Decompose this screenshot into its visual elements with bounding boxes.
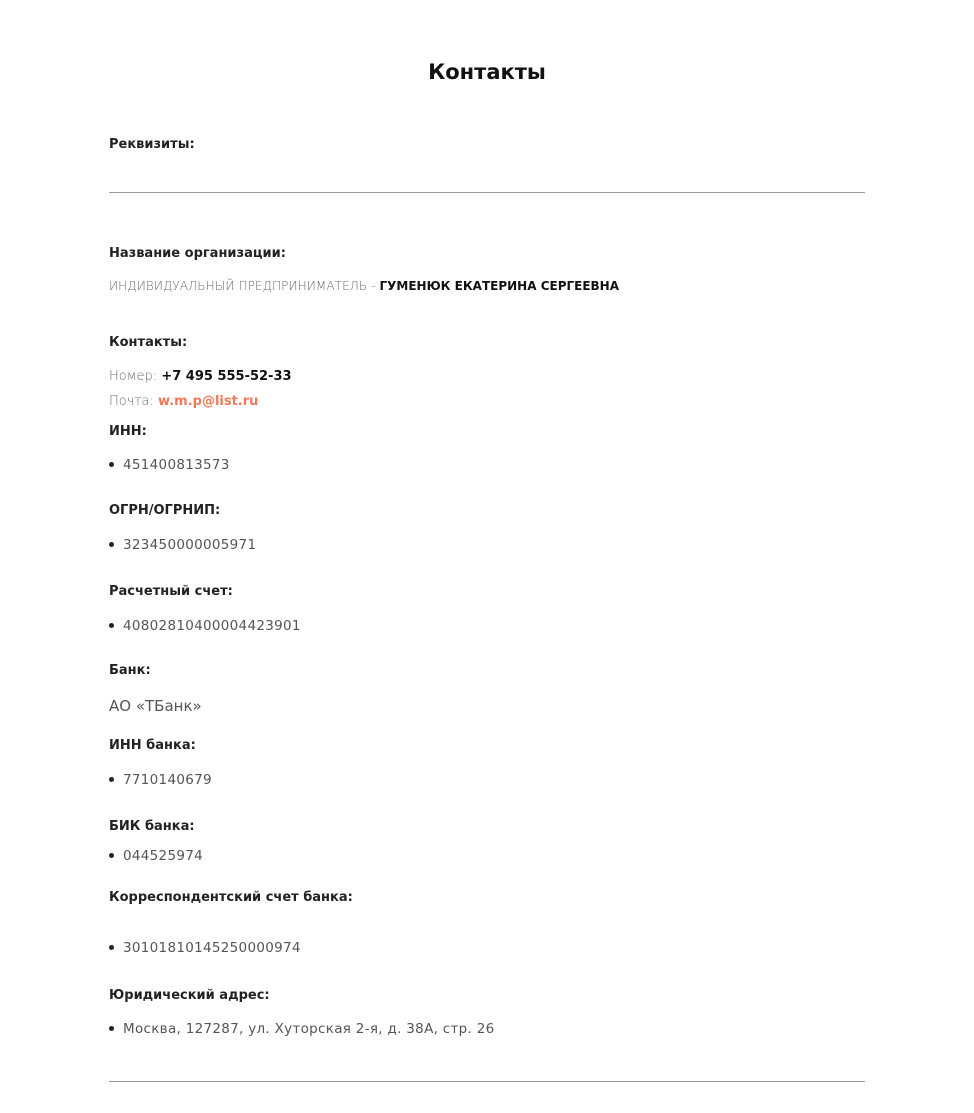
- phone-line: [109, 369, 292, 384]
- organization-heading: Название организации:: [109, 246, 286, 261]
- organization-separator: -: [367, 279, 380, 293]
- address-value: Москва, 127287, ул. Хуторская 2-я, д. 38А, стр. 26: [123, 1021, 495, 1037]
- bottom-divider: [109, 1081, 865, 1082]
- bullet-icon: [109, 777, 114, 782]
- corr-account-heading: Корреспондентский счет банка:: [109, 890, 353, 905]
- phone-label: Номер:: [109, 369, 158, 384]
- bank-heading: Банк:: [109, 663, 151, 678]
- bullet-icon: [109, 1026, 114, 1031]
- account-heading: Расчетный счет:: [109, 584, 233, 599]
- list-item: [109, 618, 301, 634]
- ogrn-value: 323450000005971: [123, 537, 257, 553]
- bik-value: 044525974: [123, 848, 204, 864]
- email-link[interactable]: w.m.p@list.ru: [158, 394, 259, 409]
- phone-number[interactable]: +7 495 555-52-33: [161, 369, 292, 384]
- bullet-icon: [109, 945, 114, 950]
- contacts-heading: Контакты:: [109, 335, 188, 350]
- inn-heading: ИНН:: [109, 424, 147, 439]
- bank-value: АО «ТБанк»: [109, 697, 202, 715]
- account-value: 40802810400004423901: [123, 618, 301, 634]
- corr-account-value: 30101810145250000974: [123, 940, 301, 956]
- bullet-icon: [109, 623, 114, 628]
- organization-name: ГУМЕНЮК ЕКАТЕРИНА СЕРГЕЕВНА: [379, 279, 620, 293]
- list-item: [109, 457, 230, 473]
- top-divider: [109, 192, 865, 193]
- bik-heading: БИК банка:: [109, 819, 195, 834]
- email-label: Почта:: [109, 394, 154, 409]
- email-line: [109, 394, 258, 409]
- list-item: [109, 848, 203, 864]
- list-item: [109, 940, 301, 956]
- page-title: Контакты: [428, 60, 546, 84]
- organization-line: [109, 279, 619, 294]
- list-item: [109, 1021, 495, 1037]
- requisites-heading: Реквизиты:: [109, 137, 195, 152]
- bullet-icon: [109, 462, 114, 467]
- ogrn-heading: ОГРН/ОГРНИП:: [109, 503, 221, 518]
- bullet-icon: [109, 542, 114, 547]
- organization-prefix: ИНДИВИДУАЛЬНЫЙ ПРЕДПРИНИМАТЕЛЬ: [109, 279, 368, 293]
- bank-inn-heading: ИНН банка:: [109, 738, 196, 753]
- address-heading: Юридический адрес:: [109, 988, 270, 1003]
- inn-value: 451400813573: [123, 457, 230, 473]
- list-item: [109, 772, 212, 788]
- bullet-icon: [109, 853, 114, 858]
- bank-inn-value: 7710140679: [123, 772, 212, 788]
- list-item: [109, 537, 256, 553]
